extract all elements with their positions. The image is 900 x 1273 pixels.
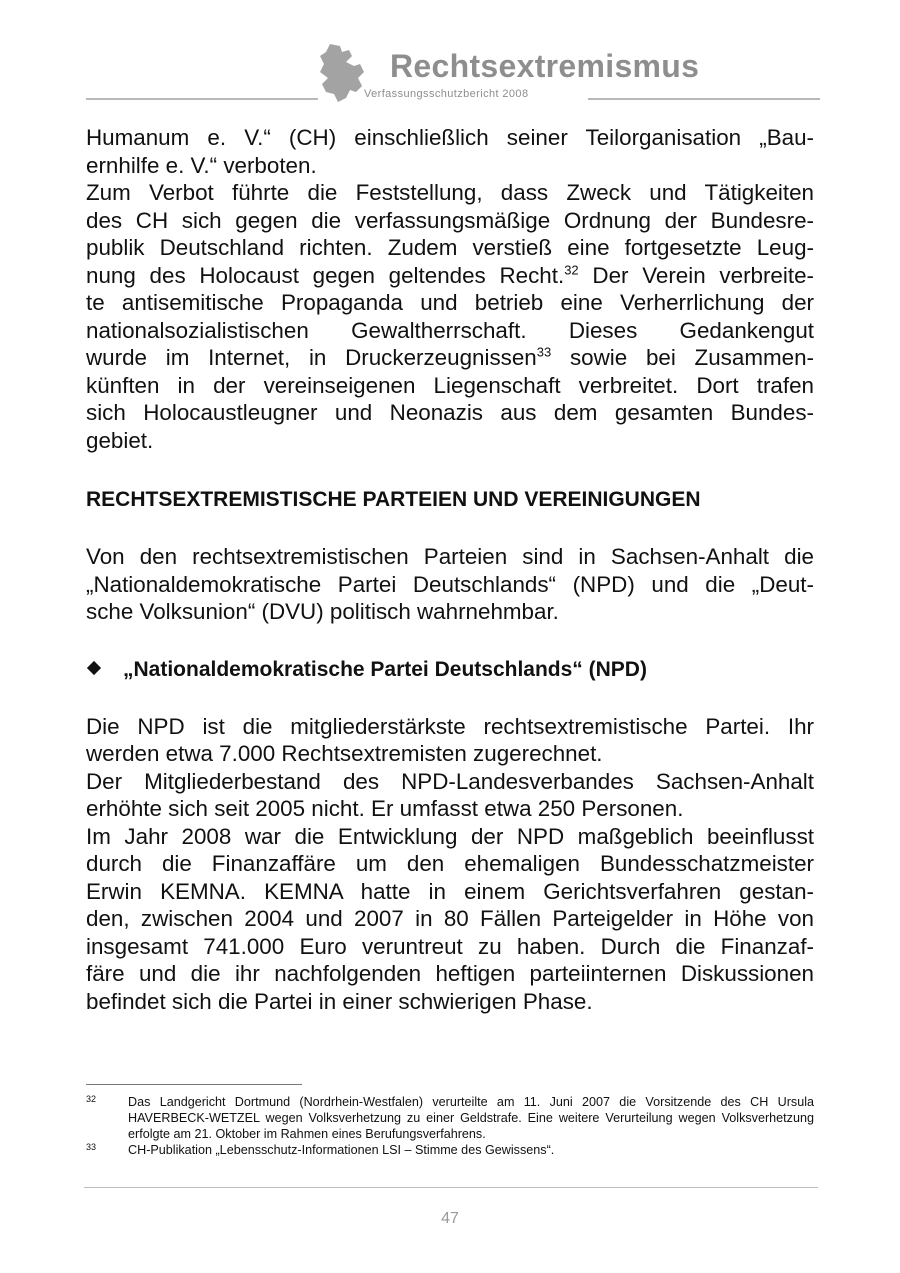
footnote-text: CH-Publikation „Lebensschutz-Informationen LSI – Stimme des Gewissens“. bbox=[128, 1143, 555, 1157]
footnote-33 bbox=[86, 1142, 814, 1158]
text-fragment: sowie bei Zusammen- bbox=[551, 345, 814, 370]
text-line: befindet sich die Partei in einer schwierigen Phase. bbox=[86, 988, 593, 1014]
footnote-ref-32: 32 bbox=[564, 262, 579, 278]
page-header bbox=[0, 0, 900, 110]
main-content bbox=[86, 124, 814, 1015]
text-line: künften in der vereinseigenen Liegenschaft verbreitet. Dort trafen bbox=[86, 372, 814, 398]
footer-rule bbox=[84, 1187, 818, 1188]
text-line: sich Holocaustleugner und Neonazis aus dem gesamten Bundes- bbox=[86, 400, 814, 425]
header-title: Rechtsextremismus bbox=[390, 48, 700, 84]
text-line: „Nationaldemokratische Partei Deutschlands“ (NPD) und die „Deut- bbox=[86, 571, 814, 597]
footnote-number: 32 bbox=[86, 1094, 97, 1104]
text-fragment: Der Verein verbreite- bbox=[578, 262, 814, 288]
text-line: erhöhte sich seit 2005 nicht. Er umfasst etwa 250 Personen. bbox=[86, 796, 684, 821]
text-line: sche Volksunion“ (DVU) politisch wahrnehmbar. bbox=[86, 599, 559, 624]
text-line: werden etwa 7.000 Rechtsextremisten zugerechnet. bbox=[86, 741, 603, 766]
text-line: des CH sich gegen die verfassungsmäßige Ordnung der Bundesre- bbox=[86, 207, 814, 233]
text-line bbox=[86, 262, 814, 290]
text-line: durch die Finanzaffäre um den ehemaligen Bundesschatzmeister bbox=[86, 851, 814, 876]
paragraph-ban-reasons bbox=[86, 179, 814, 454]
footnote-text: Das Landgericht Dortmund (Nordrhein-Westfalen) verurteilte am 11. Juni 2007 die Vorsitzende des CH Ursula HAVERBECK-WETZEL wegen Volksverhetzung zu einer Geldstrafe. Eine weitere Verurteilung wegen Volksverhetzung erfolgte am 21. Oktober im Rahmen eines Berufungsverfahrens. bbox=[128, 1095, 814, 1141]
footnote-number: 33 bbox=[86, 1142, 97, 1152]
text-line: ernhilfe e. V.“ verboten. bbox=[86, 152, 317, 178]
footnotes bbox=[86, 1094, 814, 1158]
text-line: Humanum e. V.“ (CH) einschließlich seiner Teilorganisation „Bau- bbox=[86, 125, 814, 150]
text-line: Zum Verbot führte die Feststellung, dass Zweck und Tätigkeiten bbox=[86, 180, 814, 205]
diamond-bullet-icon bbox=[87, 660, 101, 674]
footnote-32 bbox=[86, 1094, 814, 1142]
header-rule-right bbox=[588, 98, 820, 100]
text-line: insgesamt 741.000 Euro veruntreut zu haben. Durch die Finanzaf- bbox=[86, 933, 814, 959]
text-line: nationalsozialistischen Gewaltherrschaft. Dieses Gedankengut bbox=[86, 317, 814, 343]
text-line: färe und die ihr nachfolgenden heftigen parteiinternen Diskussionen bbox=[86, 961, 814, 986]
text-line: te antisemitische Propaganda und betrieb eine Verherrlichung der bbox=[86, 290, 814, 315]
paragraph-npd-members bbox=[86, 768, 814, 823]
text-line: Der Mitgliederbestand des NPD-Landesverbandes Sachsen-Anhalt bbox=[86, 768, 814, 794]
paragraph-npd-size bbox=[86, 713, 814, 768]
text-line: Erwin KEMNA. KEMNA hatte in einem Gerichtsverfahren gestan- bbox=[86, 878, 814, 904]
paragraph-npd-finance-affair bbox=[86, 823, 814, 1016]
header-rule-left bbox=[86, 98, 318, 100]
text-line: gebiet. bbox=[86, 427, 154, 453]
paragraph-ch-ban bbox=[86, 124, 814, 179]
section-heading: RECHTSEXTREMISTISCHE PARTEIEN UND VEREINIGUNGEN bbox=[86, 488, 701, 511]
text-line bbox=[86, 344, 814, 372]
paragraph-parties-intro bbox=[86, 543, 814, 626]
npd-subheading-text: „Nationaldemokratische Partei Deutschlands“ (NPD) bbox=[123, 657, 647, 681]
footnote-separator bbox=[86, 1084, 302, 1085]
npd-subheading bbox=[86, 656, 814, 683]
text-line: publik Deutschland richten. Zudem verstieß eine fortgesetzte Leug- bbox=[86, 235, 814, 260]
text-line: Im Jahr 2008 war die Entwicklung der NPD maßgeblich beeinflusst bbox=[86, 823, 814, 849]
header-subtitle: Verfassungsschutzbericht 2008 bbox=[364, 88, 529, 100]
text-line: den, zwischen 2004 und 2007 in 80 Fällen Parteigelder in Höhe von bbox=[86, 906, 814, 931]
text-fragment: nung des Holocaust gegen geltendes Recht. bbox=[86, 262, 565, 288]
footnote-ref-33: 33 bbox=[536, 344, 552, 360]
text-line: Von den rechtsextremistischen Parteien sind in Sachsen-Anhalt die bbox=[86, 544, 814, 569]
text-fragment: wurde im Internet, in Druckerzeugnissen bbox=[86, 345, 537, 370]
text-line: Die NPD ist die mitgliederstärkste rechtsextremistische Partei. Ihr bbox=[86, 713, 814, 739]
page-number: 47 bbox=[441, 1210, 459, 1227]
